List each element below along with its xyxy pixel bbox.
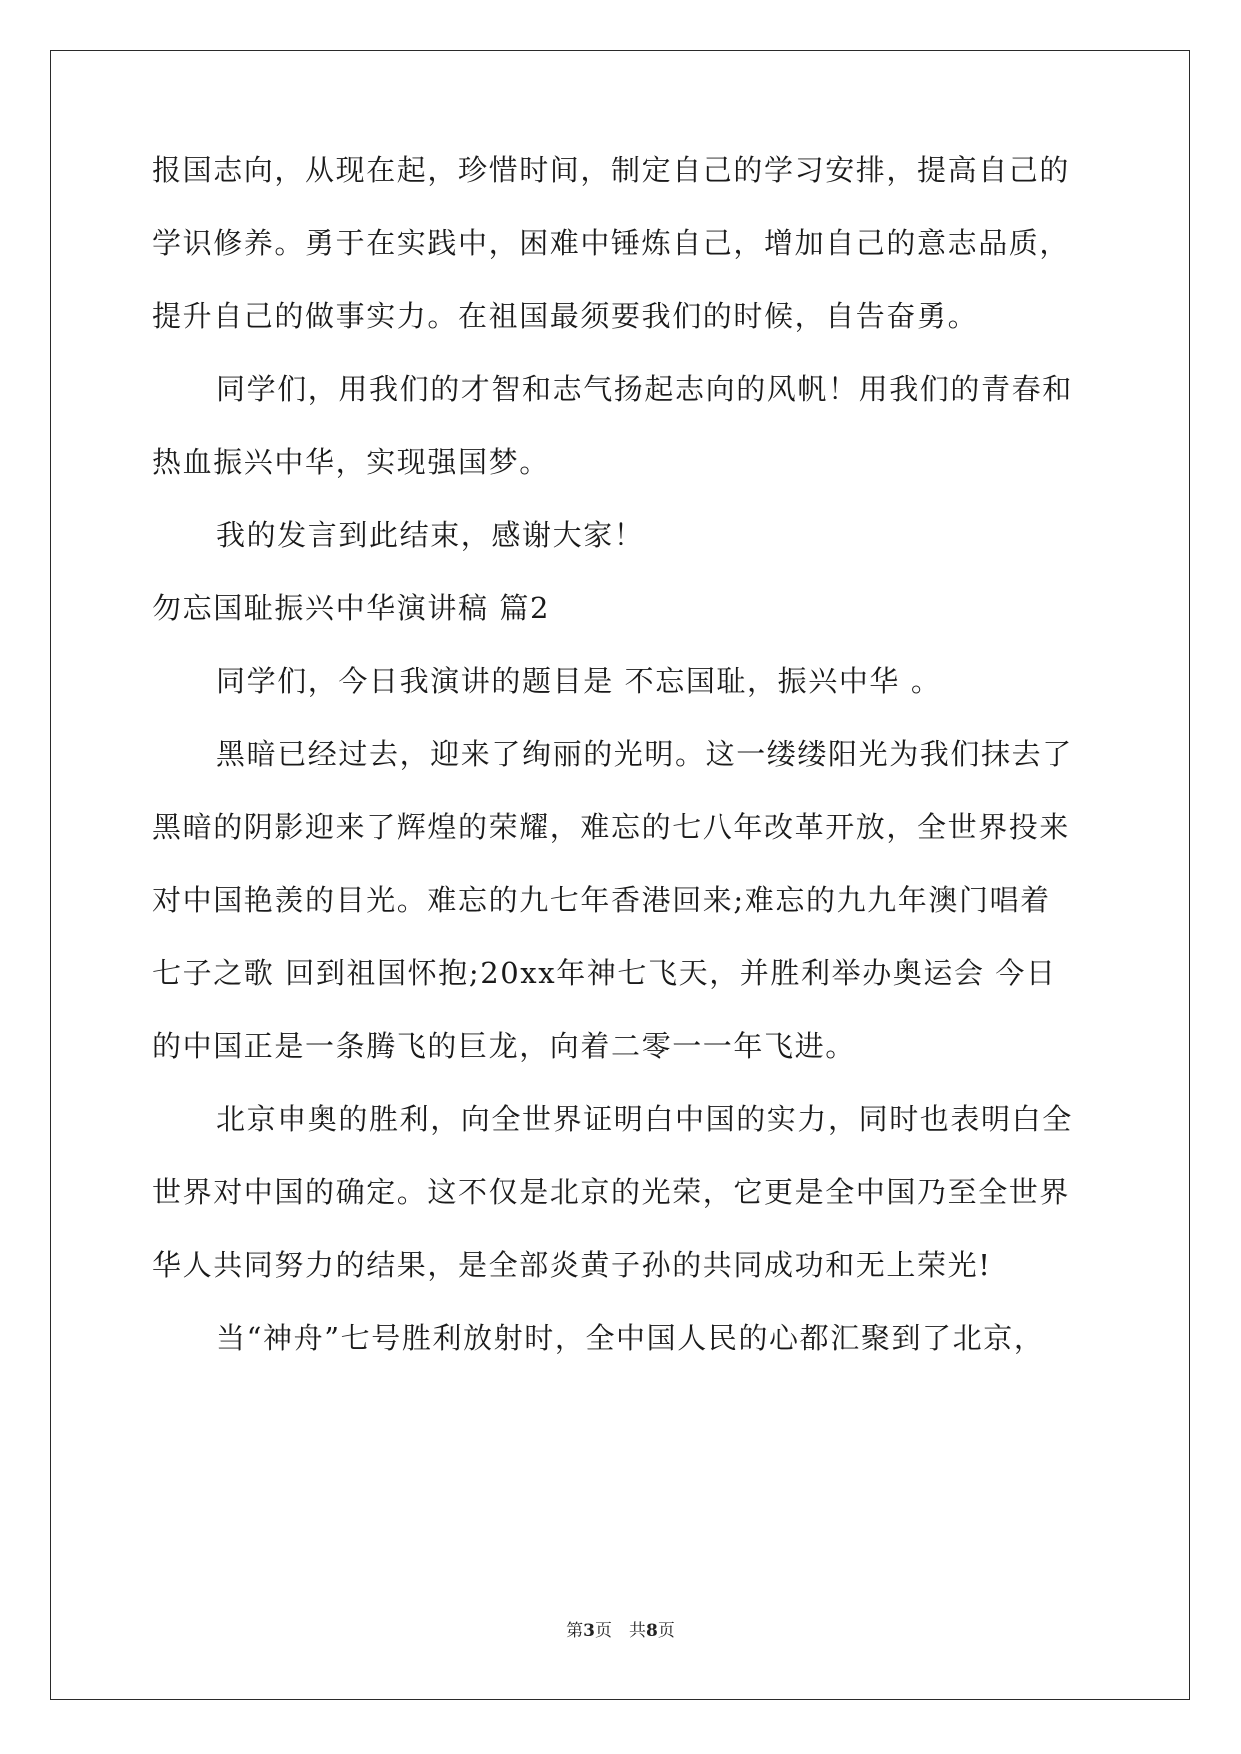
paragraph-line: 当“神舟”七号胜利放射时，全中国人民的心都汇聚到了北京，	[216, 1321, 1045, 1355]
footer-suffix: 页	[657, 1621, 675, 1641]
paragraph-line: 对中国艳羡的目光。难忘的九七年香港回来;难忘的九九年澳门唱着	[152, 883, 1051, 917]
paragraph-line: 我的发言到此结束，感谢大家！	[216, 518, 645, 552]
paragraph-line: 提升自己的做事实力。在祖国最须要我们的时候，自告奋勇。	[152, 299, 979, 333]
paragraph-line: 华人共同努力的结果，是全部炎黄子孙的共同成功和无上荣光!	[152, 1248, 992, 1282]
paragraph-line: 同学们，用我们的才智和志气扬起志向的风帆！用我们的青春和	[216, 372, 1073, 406]
paragraph-line: 热血振兴中华，实现强国梦。	[152, 445, 550, 479]
paragraph-line: 黑暗的阴影迎来了辉煌的荣耀，难忘的七八年改革开放，全世界投来	[152, 810, 1071, 844]
total-page-count: 8	[646, 1621, 658, 1641]
paragraph-line: 同学们，今日我演讲的题目是 不忘国耻，振兴中华 。	[216, 664, 942, 698]
footer-mid: 页 共	[595, 1621, 646, 1641]
paragraph-line: 学识修养。勇于在实践中，困难中锤炼自己，增加自己的意志品质，	[152, 226, 1071, 260]
current-page-number: 3	[583, 1621, 595, 1641]
paragraph-line: 世界对中国的确定。这不仅是北京的光荣，它更是全中国乃至全世界	[152, 1175, 1071, 1209]
paragraph-line: 黑暗已经过去，迎来了绚丽的光明。这一缕缕阳光为我们抹去了	[216, 737, 1073, 771]
section-heading: 勿忘国耻振兴中华演讲稿 篇2	[152, 591, 551, 625]
footer-prefix: 第	[566, 1621, 584, 1641]
paragraph-line: 报国志向，从现在起，珍惜时间，制定自己的学习安排，提高自己的	[152, 153, 1071, 187]
paragraph-line: 七子之歌 回到祖国怀抱;20xx年神七飞天，并胜利举办奥运会 今日	[152, 956, 1057, 990]
paragraph-line: 的中国正是一条腾飞的巨龙，向着二零一一年飞进。	[152, 1029, 856, 1063]
paragraph-line: 北京申奥的胜利，向全世界证明白中国的实力，同时也表明白全	[216, 1102, 1073, 1136]
page-footer	[0, 1616, 1241, 1641]
